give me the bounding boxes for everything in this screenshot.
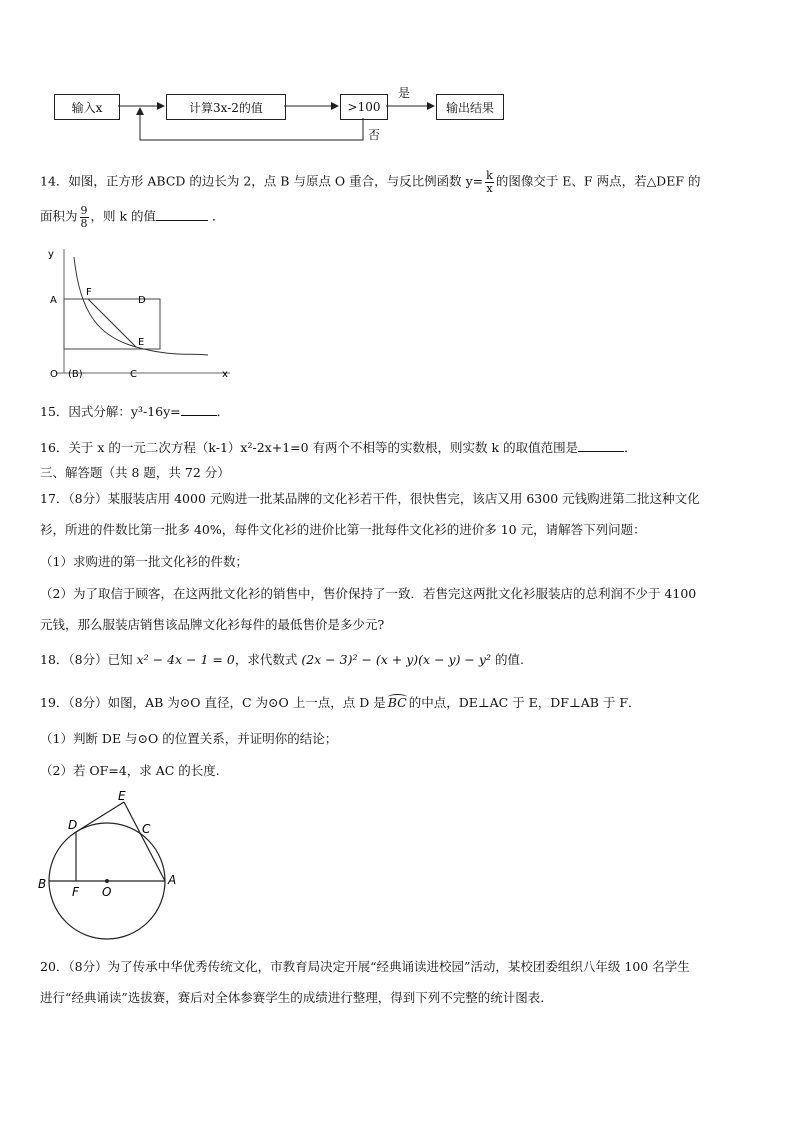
- q19-circle-figure: [30, 788, 190, 948]
- q14-graph-label-d: D: [138, 295, 146, 306]
- q19-label-o: O: [102, 885, 112, 899]
- q19-label-c: C: [142, 822, 151, 836]
- q19-label-a: A: [168, 873, 177, 887]
- q19-label-d: D: [68, 818, 78, 832]
- q14-graph-label-x: x: [222, 369, 228, 380]
- q17-line2: 衫，所进的件数比第一批多 40%，每件文化衫的进价比第一批每件文化衫的进价多 10 元，请解答下列问题：: [40, 522, 646, 537]
- q16-answer-blank[interactable]: [578, 451, 624, 452]
- q14-area-fraction: $\frac{9}{8}$: [80, 204, 88, 230]
- q18-equation: x² − 4x − 1 = 0: [136, 652, 235, 667]
- flow-box-input: 输入x: [54, 94, 120, 120]
- q14-graph-label-c: C: [130, 369, 137, 380]
- section-heading: 三、解答题（共 8 题，共 72 分）: [40, 465, 230, 480]
- q20-line1: 20．（8分）为了传承中华优秀传统文化，市教育局决定开展“经典诵读进校园”活动，某校团委组织八年级 100 名学生: [40, 959, 690, 974]
- q18-expression: (2x − 3)² − (x + y)(x − y) − y²: [301, 652, 491, 667]
- q14-graph-label-e: E: [138, 337, 145, 348]
- flow-box-compute: 计算3x-2的值: [166, 94, 286, 120]
- q17-sub1: （1）求购进的第一批文化衫的件数；: [40, 554, 248, 569]
- q17-sub2-line2: 元钱，那么服装店销售该品牌文化衫每件的最低售价是多少元?: [40, 617, 385, 632]
- arc-mark-icon: [388, 694, 407, 700]
- q14-graph-label-a: A: [50, 295, 57, 306]
- flow-arrows: [0, 80, 560, 160]
- q14-graph: [40, 245, 240, 385]
- q17-line1: 17．（8分）某服装店用 4000 元购进一批某品牌的文化衫若干件，很快售完，该店又用 6300 元钱购进第二批这种文化: [40, 491, 700, 506]
- q19-line1: 19．（8分）如图，AB 为⊙O 直径，C 为⊙O 上一点，点 D 是 BC 的中点，DE⊥AC 于 E，DF⊥AB 于 F．: [40, 695, 641, 710]
- q19-label-f: F: [72, 885, 79, 899]
- flow-box-compare: >100: [340, 94, 388, 120]
- q14-line2: 面积为 $\frac{9}{8}$ ，则 k 的值 ．: [40, 204, 225, 230]
- q19-sub2: （2）若 OF=4，求 AC 的长度.: [40, 763, 220, 778]
- q19-label-b: B: [38, 877, 47, 891]
- q14-fraction-k-over-x: $\frac{k}{x}$: [486, 169, 493, 195]
- flow-label-yes: 是: [398, 86, 411, 100]
- q14-graph-label-b: (B): [68, 369, 83, 380]
- q19-sub1: （1）判断 DE 与⊙O 的位置关系，并证明你的结论；: [40, 731, 338, 746]
- q18: 18．（8分）已知 x² − 4x − 1 = 0，求代数式 (2x − 3)² − (x + y)(x − y) − y² 的值.: [40, 652, 524, 667]
- q16: 16．关于 x 的一元二次方程（k-1）x²-2x+1=0 有两个不相等的实数根，则实数 k 的取值范围是 ．: [40, 440, 637, 455]
- q14-answer-blank[interactable]: [156, 220, 208, 221]
- q17-sub2-line1: （2）为了取信于顾客，在这两批文化衫的销售中，售价保持了一致．若售完这两批文化衫服装店的总利润不少于 4100: [40, 586, 697, 601]
- q15: 15．因式分解：y³-16y= ．: [40, 404, 230, 419]
- q14-graph-label-f: F: [86, 287, 92, 298]
- q19-arc-bc: BC: [387, 695, 407, 710]
- q14-graph-label-o: O: [50, 369, 58, 380]
- flow-label-no: 否: [368, 128, 381, 142]
- q14-line1: 14．如图，正方形 ABCD 的边长为 2，点 B 与原点 O 重合，与反比例函数 y= $\frac{k}{x}$ 的图像交于 E、F 两点，若△DEF 的: [40, 169, 701, 195]
- q20-line2: 进行“经典诵读”选拔赛，赛后对全体参赛学生的成绩进行整理，得到下列不完整的统计图表.: [40, 990, 545, 1005]
- q19-label-e: E: [118, 789, 126, 803]
- q15-answer-blank[interactable]: [181, 415, 217, 416]
- q14-graph-label-y: y: [48, 249, 54, 260]
- flow-box-output: 输出结果: [436, 94, 504, 120]
